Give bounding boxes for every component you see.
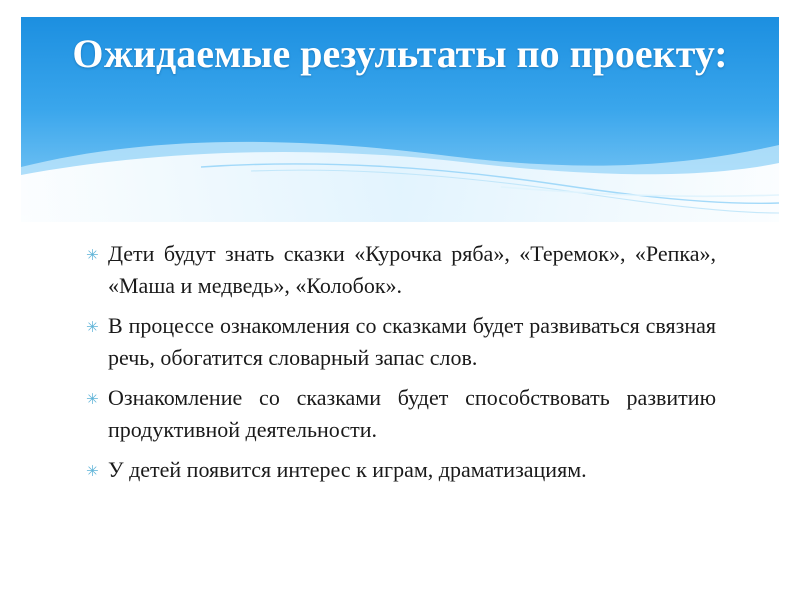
bullet-item <box>88 454 716 486</box>
asterisk-bullet-icon: ✳ <box>86 246 99 264</box>
asterisk-bullet-icon: ✳ <box>86 462 99 480</box>
asterisk-bullet-icon: ✳ <box>86 390 99 408</box>
bullet-item <box>88 382 716 446</box>
title-banner <box>21 17 779 222</box>
bullet-text: В процессе ознакомления со сказками будет развиваться связная речь, обогатится словарный запас слов. <box>108 313 716 370</box>
slide-title: Ожидаемые результаты по проекту: <box>72 31 728 76</box>
bullet-item <box>88 310 716 374</box>
asterisk-bullet-icon: ✳ <box>86 318 99 336</box>
bullet-list <box>88 238 716 494</box>
bullet-text: Дети будут знать сказки «Курочка ряба», «Теремок», «Репка», «Маша и медведь», «Колобок». <box>108 241 716 298</box>
bullet-text: Ознакомление со сказками будет способствовать развитию продуктивной деятельности. <box>108 385 716 442</box>
bullet-text: У детей появится интерес к играм, драматизациям. <box>108 457 587 482</box>
bullet-item <box>88 238 716 302</box>
